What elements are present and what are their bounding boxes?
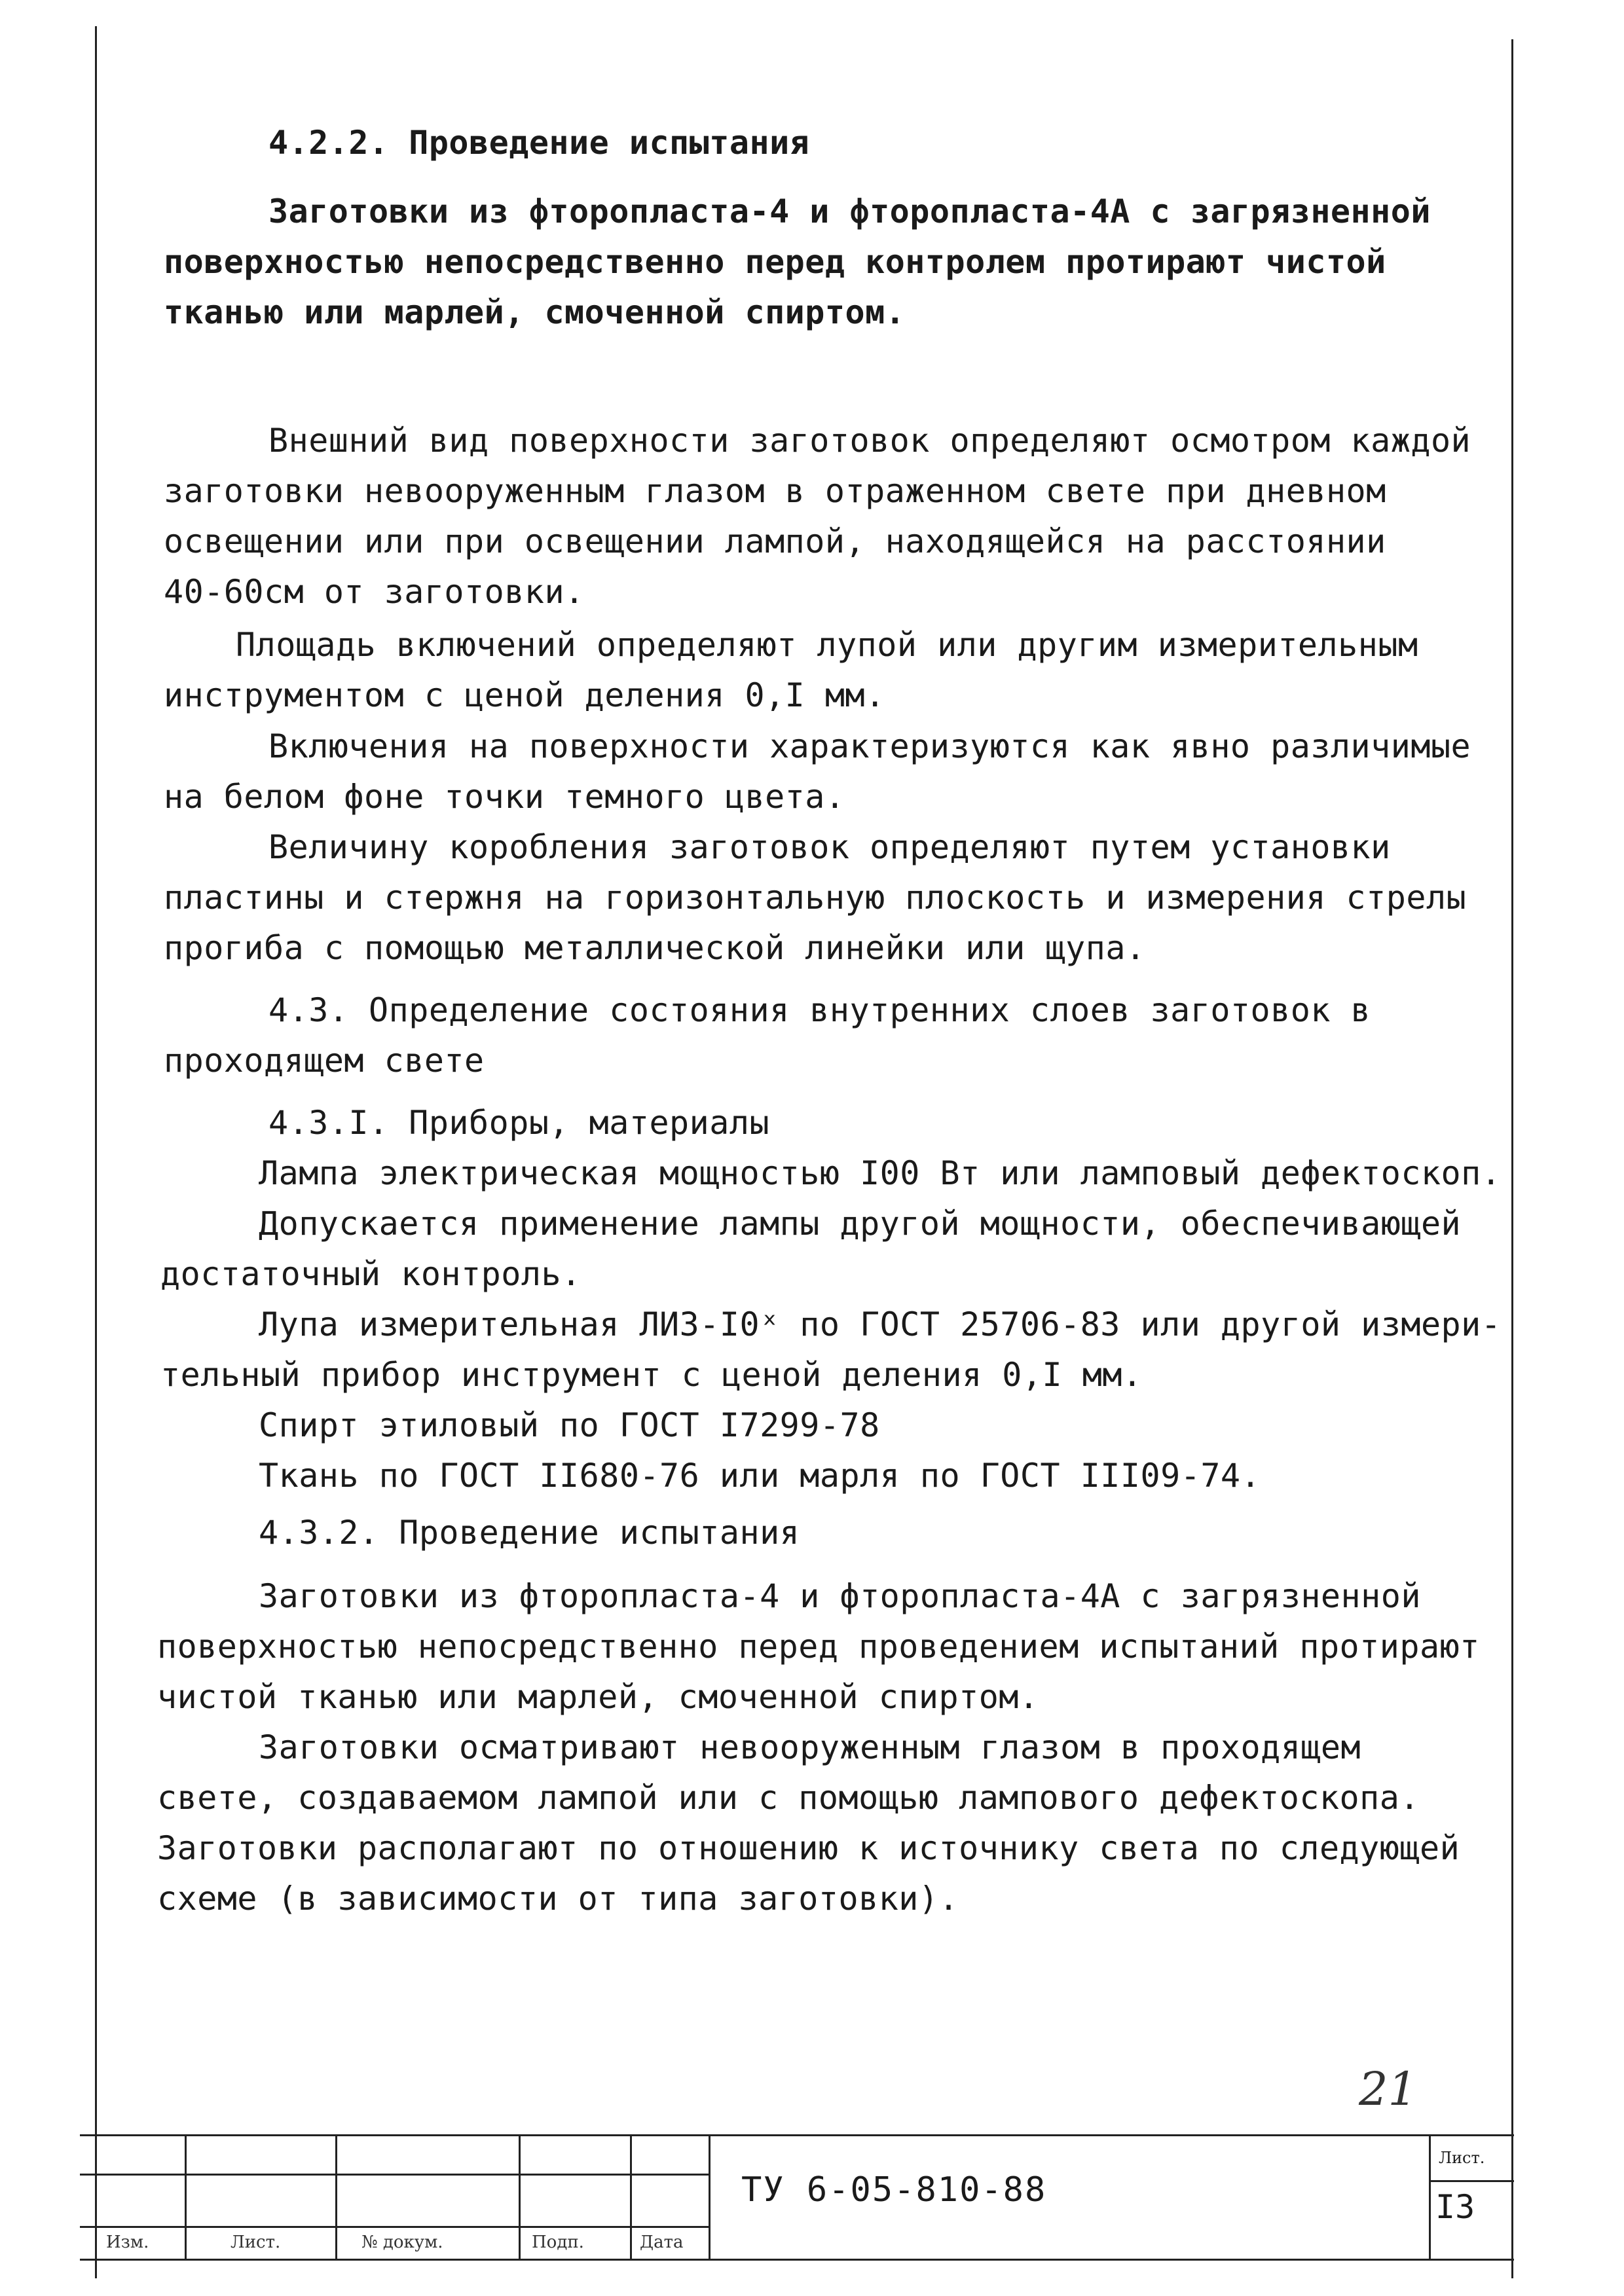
column-label-signature: Подп.: [532, 2232, 584, 2252]
stamp-bottom-line: [80, 2259, 1514, 2261]
column-label-date: Дата: [640, 2232, 684, 2252]
stamp-row-line: [80, 2174, 709, 2176]
text-line: Включения на поверхности характеризуются как явно различимые: [268, 727, 1471, 765]
text-line: прогиба с помощью металлической линейки или щупа.: [164, 929, 1146, 967]
text-line: заготовки невооруженным глазом в отраженном свете при дневном: [164, 472, 1386, 510]
text-line: Заготовки из фторопласта-4 и фторопласта-4А с загрязненной: [268, 192, 1431, 230]
text-line: Заготовки осматривают невооруженным глазом в проходящем: [259, 1728, 1361, 1766]
text-line: свете, создаваемом лампой или с помощью лампового дефектоскопа.: [157, 1779, 1420, 1817]
text-line: Спирт этиловый по ГОСТ I7299-78: [259, 1406, 880, 1444]
column-label-list: Лист.: [231, 2232, 281, 2252]
section-heading-4-2-2: 4.2.2. Проведение испытания: [268, 124, 810, 162]
stamp-col-line: [1429, 2134, 1431, 2260]
column-label-izm: Изм.: [106, 2232, 149, 2252]
text-line: тканью или марлей, смоченной спиртом.: [164, 293, 906, 331]
stamp-col-line: [335, 2134, 337, 2260]
text-line: на белом фоне точки темного цвета.: [164, 778, 845, 816]
stamp-row-line: [80, 2226, 709, 2228]
section-heading-4-3: 4.3. Определение состояния внутренних слоев заготовок в: [268, 991, 1371, 1029]
text-line: инструментом с ценой деления 0,I мм.: [164, 676, 885, 714]
sheet-label: Лист.: [1439, 2149, 1485, 2167]
right-margin-line: [1511, 39, 1513, 2278]
left-margin-line: [95, 26, 97, 2278]
text-line: Величину коробления заготовок определяют путем установки: [268, 828, 1391, 866]
text-line: достаточный контроль.: [160, 1255, 581, 1293]
text-line: освещении или при освещении лампой, находящейся на расстоянии: [164, 522, 1386, 560]
stamp-col-line: [519, 2134, 521, 2260]
text-line: пластины и стержня на горизонтальную плоскость и измерения стрелы: [164, 879, 1467, 917]
column-label-doc-number: № докум.: [361, 2232, 443, 2252]
text-line: тельный прибор инструмент с ценой деления 0,I мм.: [160, 1356, 1143, 1394]
stamp-col-line: [709, 2134, 710, 2260]
sheet-number: I3: [1435, 2188, 1475, 2226]
stamp-sheet-line: [1429, 2180, 1514, 2182]
text-line: Лупа измерительная ЛИЗ-I0ˣ по ГОСТ 25706-83 или другой измери-: [259, 1305, 1502, 1343]
section-heading-4-3-2: 4.3.2. Проведение испытания: [259, 1514, 800, 1552]
stamp-top-line: [80, 2134, 1514, 2136]
stamp-col-line: [630, 2134, 632, 2260]
stamp-col-line: [185, 2134, 187, 2260]
text-line: схеме (в зависимости от типа заготовки).: [157, 1880, 959, 1918]
handwritten-page-number: 21: [1359, 2062, 1418, 2116]
document-code: ТУ 6-05-810-88: [741, 2170, 1047, 2210]
text-line: Заготовки из фторопласта-4 и фторопласта-4А с загрязненной: [259, 1577, 1421, 1615]
text-line: Лампа электрическая мощностью I00 Вт или ламповый дефектоскоп.: [259, 1154, 1502, 1192]
text-line: Площадь включений определяют лупой или другим измерительным: [236, 626, 1418, 664]
text-line: 40-60см от заготовки.: [164, 573, 585, 611]
section-heading-4-3-1: 4.3.I. Приборы, материалы: [268, 1104, 770, 1142]
text-line: чистой тканью или марлей, смоченной спиртом.: [157, 1678, 1039, 1716]
text-line: Внешний вид поверхности заготовок определяют осмотром каждой: [268, 422, 1471, 460]
text-line: Заготовки располагают по отношению к источнику света по следующей: [157, 1829, 1460, 1867]
text-line: поверхностью непосредственно перед проведением испытаний протирают: [157, 1628, 1480, 1666]
text-line: Ткань по ГОСТ II680-76 или марля по ГОСТ III09-74.: [259, 1457, 1261, 1495]
text-line: поверхностью непосредственно перед контролем протирают чистой: [164, 243, 1386, 281]
text-line: Допускается применение лампы другой мощности, обеспечивающей: [259, 1205, 1462, 1243]
text-line: проходящем свете: [164, 1042, 485, 1080]
title-block: [80, 2134, 1514, 2285]
